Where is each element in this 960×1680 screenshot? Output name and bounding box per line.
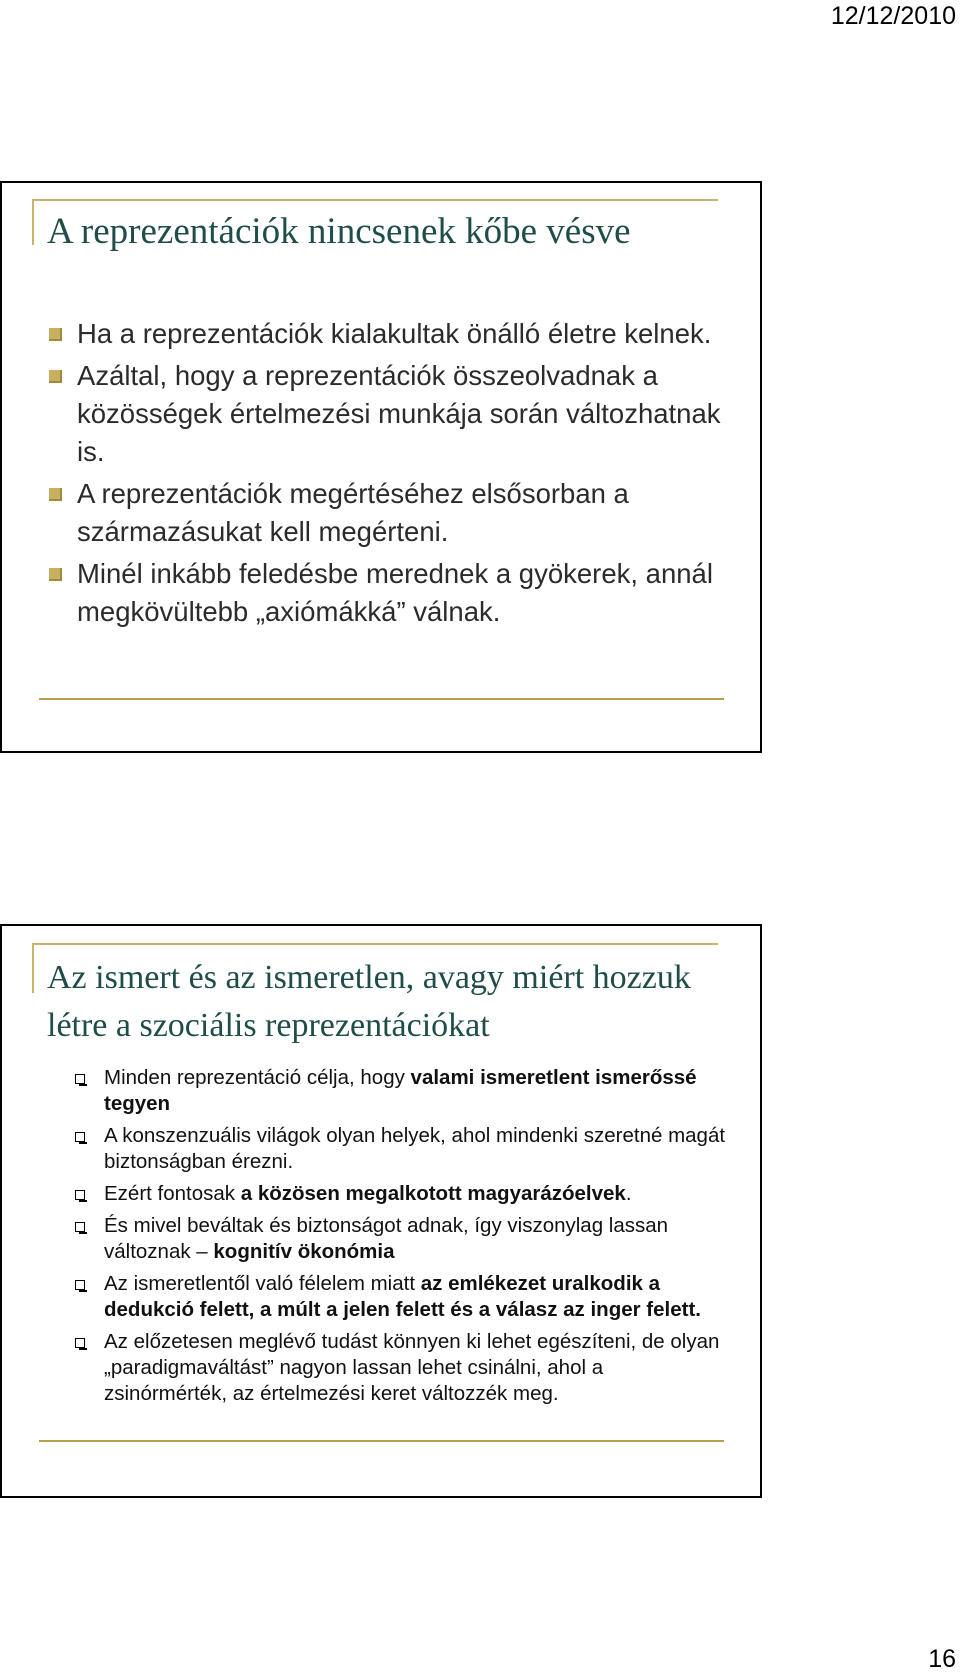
list-item: [74, 1181, 730, 1207]
slide-decoration-bottom-line: [39, 1440, 724, 1442]
text-run: Ezért fontosak: [104, 1182, 241, 1205]
bullet-list: [46, 315, 730, 635]
box-bullet-icon: [75, 1074, 85, 1084]
bullet-list: [74, 1065, 730, 1413]
text-run: Minden reprezentáció célja, hogy: [104, 1066, 411, 1089]
square-bullet-icon: [49, 568, 62, 581]
list-item: [74, 1329, 730, 1407]
text-run: Az ismeretlentől való félelem miatt: [104, 1272, 421, 1295]
slide-decoration-bottom-line: [39, 698, 724, 700]
list-item-text: A reprezentációk megértéséhez elsősorban a származásukat kell megérteni.: [77, 478, 629, 547]
slide-2: [0, 924, 762, 1498]
page-number: 16: [928, 1645, 956, 1673]
box-bullet-icon: [75, 1222, 85, 1232]
slide-title: A reprezentációk nincsenek kőbe vésve: [47, 211, 631, 252]
list-item-text: Ha a reprezentációk kialakultak önálló életre kelnek.: [77, 318, 712, 349]
list-item: [74, 1065, 730, 1117]
box-bullet-icon: [75, 1338, 85, 1348]
text-run: A konszenzuális világok olyan helyek, ahol mindenki szeretné magát biztonságban érezni.: [104, 1124, 726, 1173]
square-bullet-icon: [49, 488, 62, 501]
bold-text-run: kognitív ökonómia: [213, 1240, 395, 1263]
list-item-text: Azáltal, hogy a reprezentációk összeolvadnak a közösségek értelmezési munkája során változhatnak is.: [77, 360, 721, 467]
list-item: [46, 555, 730, 631]
box-bullet-icon: [75, 1190, 85, 1200]
square-bullet-icon: [49, 370, 62, 383]
list-item-text: [104, 1330, 719, 1405]
bold-text-run: a közösen megalkotott magyarázóelvek: [240, 1182, 626, 1205]
list-item-text: Minél inkább feledésbe merednek a gyökerek, annál megkövültebb „axiómákká” válnak.: [77, 558, 713, 627]
slide-decoration-top-line: [32, 199, 718, 201]
slide-title: Az ismert és az ismeretlen, avagy miért hozzuk létre a szociális reprezentációkat: [47, 959, 691, 1044]
square-bullet-icon: [49, 328, 62, 341]
list-item-text: [104, 1182, 632, 1205]
list-item: [74, 1271, 730, 1323]
list-item-text: [104, 1214, 668, 1263]
list-item: [74, 1213, 730, 1265]
list-item-text: [104, 1272, 701, 1321]
list-item: [46, 475, 730, 551]
list-item: [74, 1123, 730, 1175]
slide-1: [0, 181, 762, 753]
slide-decoration-vertical-line: [32, 943, 34, 993]
slide-decoration-vertical-line: [32, 199, 34, 245]
list-item-text: [104, 1066, 697, 1115]
page-date: 12/12/2010: [830, 2, 956, 30]
text-run: .: [625, 1182, 632, 1205]
box-bullet-icon: [75, 1132, 85, 1142]
list-item-text: [104, 1124, 725, 1173]
slide-decoration-top-line: [32, 943, 718, 945]
box-bullet-icon: [75, 1280, 85, 1290]
list-item: [46, 315, 730, 353]
bold-text-run: az emlékezet uralkodik a dedukció felett, a múlt a jelen felett és a válasz az inger felett.: [104, 1272, 701, 1321]
list-item: [46, 357, 730, 471]
text-run: És mivel beváltak és biztonságot adnak, így viszonylag lassan változnak –: [104, 1214, 669, 1263]
text-run: Az előzetesen meglévő tudást könnyen ki lehet egészíteni, de olyan „paradigmaváltást” nagyon lassan lehet csinálni, ahol a zsinórmérték, az értelmezési keret változzék meg.: [104, 1330, 720, 1405]
bold-text-run: valami ismeretlent ismerőssé tegyen: [104, 1066, 697, 1115]
